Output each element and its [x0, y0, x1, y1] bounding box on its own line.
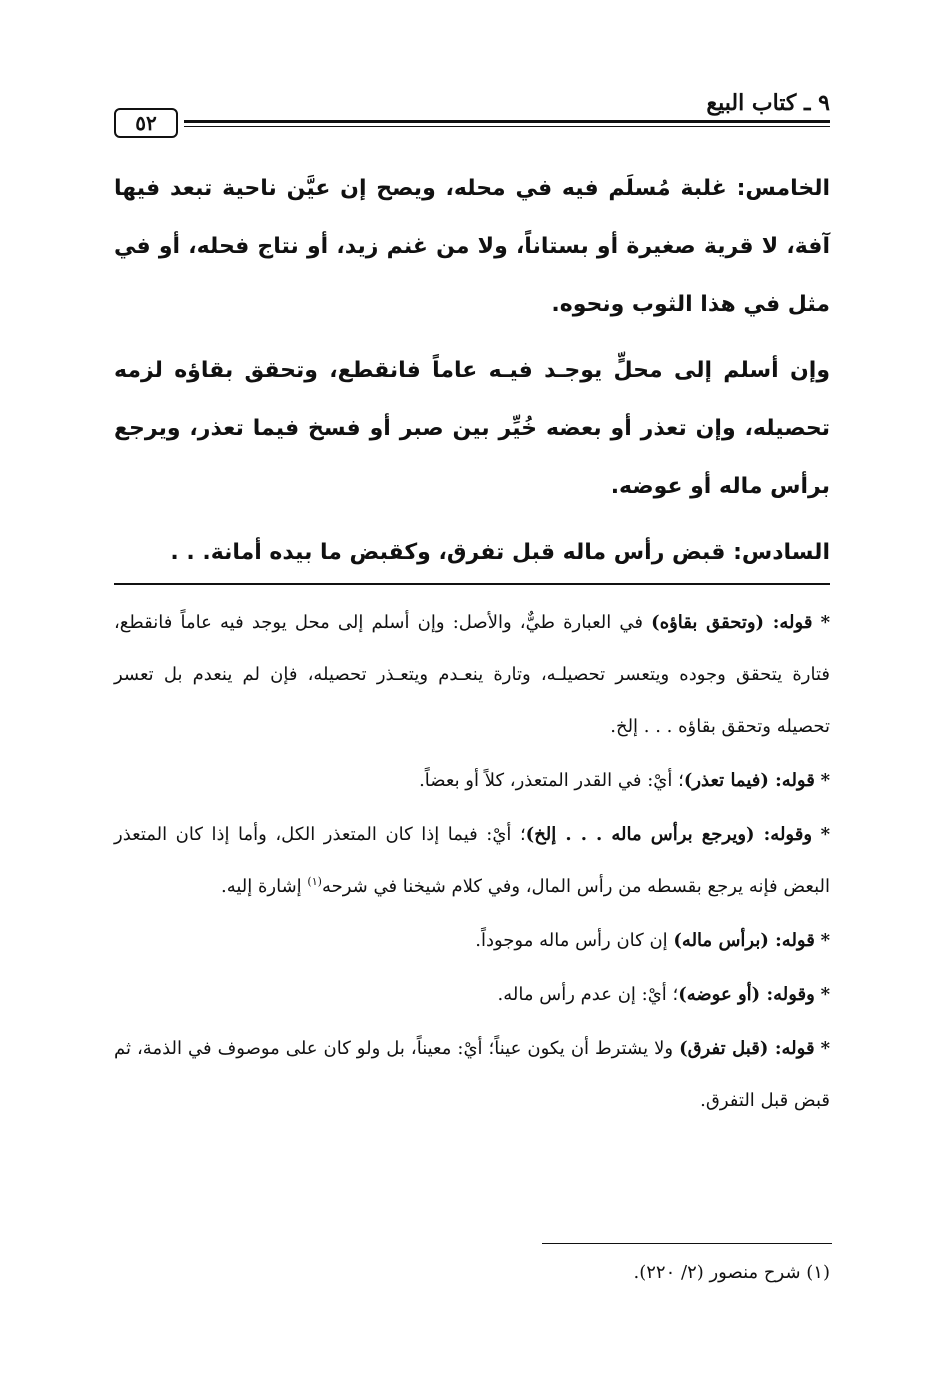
- header-rule-thick: [184, 120, 830, 123]
- commentary-text-tail: إشارة إليه.: [220, 876, 308, 897]
- page-number: ٥٢: [114, 108, 178, 138]
- footnote-divider: [542, 1243, 832, 1244]
- commentary-text: في العبارة طيٌّ، والأصل: وإن أسلم إلى محل يوجد فيه عاماً فانقطع، فتارة يتحقق وجوده ويتعسر تحصيلـه، وتارة ينعـدم ويتعـذر تحصيله، فإن لم ينعدم بل تعسر تحصيله وتحقق بقاؤه . . . إلخ.: [114, 612, 830, 737]
- header-rule-thin: [184, 126, 830, 127]
- commentary-keyword: قوله: (وتحقق بقاؤه): [651, 612, 813, 633]
- footnote-marker: (١): [806, 1262, 830, 1283]
- commentary-item: [114, 1023, 830, 1127]
- section-divider: [114, 583, 830, 585]
- commentary-item: [114, 969, 830, 1021]
- main-paragraph: [114, 160, 830, 334]
- star-bullet: *: [820, 824, 830, 845]
- paragraph-text: وإن أسلم إلى محلٍّ يوجـد فيـه عاماً فانقطع، وتحقق بقاؤه لزمه تحصيله، وإن تعذر أو بعضه خُيِّر بين صبر أو فسخ فيما تعذر، ويرجع برأس ماله أو عوضه.: [114, 358, 830, 499]
- commentary-keyword: وقوله: (أو عوضه): [678, 984, 815, 1005]
- commentary-text: ؛ أيْ: في القدر المتعذر، كلاً أو بعضاً.: [419, 770, 684, 791]
- main-text: [114, 160, 830, 590]
- commentary-keyword: قوله: (قبل تفرق): [679, 1038, 815, 1059]
- chapter-title: ٩ ـ كتاب البيع: [706, 90, 830, 116]
- commentary-text: ولا يشترط أن يكون عيناً؛ أيْ: معيناً، بل ولو كان على موصوف في الذمة، ثم قبض قبل التفرق.: [114, 1038, 830, 1111]
- star-bullet: *: [820, 770, 830, 791]
- paragraph-label: السادس:: [733, 540, 830, 565]
- commentary-item: [114, 755, 830, 807]
- paragraph-label: الخامس:: [736, 176, 830, 201]
- footnote: [114, 1258, 830, 1288]
- paragraph-text: قبض رأس ماله قبل تفرق، وكقبض ما بيده أمانة. . .: [170, 540, 734, 565]
- star-bullet: *: [820, 930, 830, 951]
- commentary-keyword: قوله: (فيما تعذر): [683, 770, 815, 791]
- commentary: [114, 597, 830, 1129]
- star-bullet: *: [820, 1038, 830, 1059]
- commentary-text: ؛ أيْ: إن عدم رأس ماله.: [497, 984, 679, 1005]
- commentary-item: [114, 809, 830, 913]
- main-paragraph: [114, 342, 830, 516]
- star-bullet: *: [820, 984, 830, 1005]
- paragraph-text: غلبة مُسلَم فيه في محله، ويصح إن عيَّن ناحية تبعد فيها آفة، لا قرية صغيرة أو بستاناً، ولا من غنم زيد، أو نتاج فحله، أو في مثل في هذا الثوب ونحوه.: [114, 176, 830, 317]
- main-paragraph: [114, 524, 830, 582]
- footnote-text: شرح منصور (٢/ ٢٢٠).: [633, 1262, 801, 1283]
- footnote-reference[interactable]: (١): [307, 875, 322, 888]
- star-bullet: *: [820, 612, 830, 633]
- commentary-keyword: وقوله: (ويرجع برأس ماله . . . إلخ): [525, 824, 813, 845]
- commentary-item: [114, 597, 830, 753]
- page-header: [114, 90, 830, 140]
- commentary-text: إن كان رأس ماله موجوداً.: [475, 930, 674, 951]
- commentary-item: [114, 915, 830, 967]
- commentary-keyword: قوله: (برأس ماله): [673, 930, 815, 951]
- commentary-text: ؛ أيْ: فيما إذا كان المتعذر الكل، وأما إذا كان المتعذر البعض فإنه يرجع بقسطه من رأس المال، وفي كلام شيخنا في شرحه: [114, 824, 830, 897]
